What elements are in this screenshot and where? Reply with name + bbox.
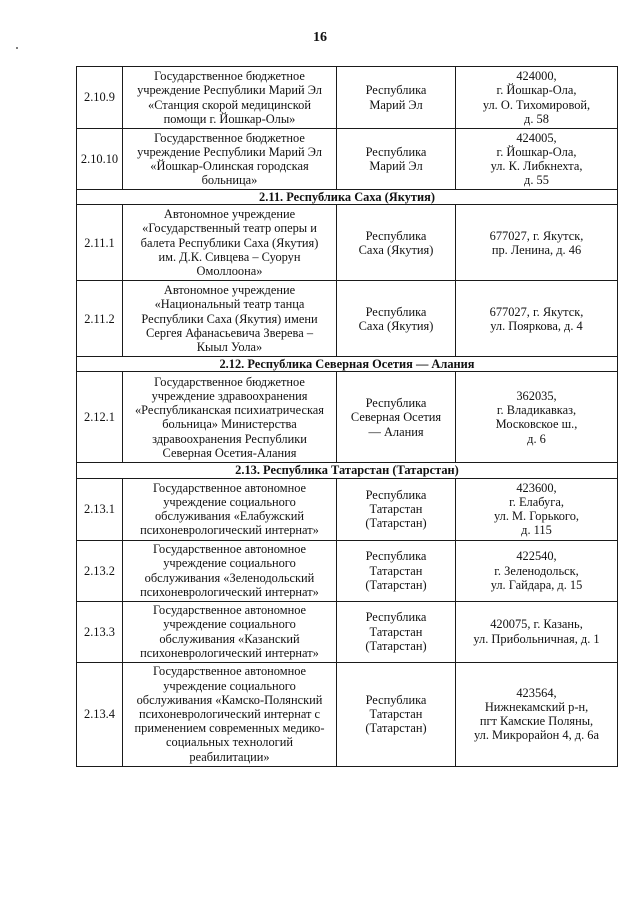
table-row <box>77 281 618 357</box>
text-line: Государственное бюджетное <box>154 374 305 389</box>
text-line: учреждение Республики Марий Эл <box>137 144 322 159</box>
text-line: социальных технологий <box>166 735 293 750</box>
text-line: учреждение социального <box>163 678 296 693</box>
text-line: учреждение здравоохранения <box>151 389 308 403</box>
section-header-row <box>77 190 618 205</box>
text-line: Республика <box>365 487 427 502</box>
text-line: Татарстан <box>369 563 423 578</box>
text-line: Республика <box>365 549 427 564</box>
text-line: обслуживания «Казанский <box>159 631 300 646</box>
section-header-row <box>77 463 618 478</box>
text-line: ул. М. Горького, <box>493 509 579 524</box>
section-title: 2.13. Республика Татарстан (Татарстан) <box>77 463 618 478</box>
text-line: «Станция скорой медицинской <box>148 97 311 112</box>
text-line: Саха (Якутия) <box>358 318 434 333</box>
region-name <box>337 540 456 601</box>
entry-number: 2.10.10 <box>77 129 123 190</box>
table-body <box>77 67 618 767</box>
text-line: обслуживания «Елабужский <box>154 509 305 524</box>
text-line: помощи г. Йошкар-Олы» <box>163 111 296 126</box>
text-line: Республика <box>365 396 427 411</box>
text-line: «Йошкар-Олинская городская <box>150 159 309 173</box>
text-line: больница» <box>201 173 258 188</box>
text-line: здравоохранения Республики <box>152 431 307 446</box>
entry-number: 2.13.2 <box>77 540 123 601</box>
table-row <box>77 67 618 129</box>
text-line: 422540, <box>516 549 557 564</box>
section-title: 2.12. Республика Северная Осетия — Алания <box>77 357 618 372</box>
text-line: Республика <box>365 144 427 159</box>
text-line: реабилитации» <box>189 749 270 764</box>
region-name <box>337 601 456 662</box>
text-line: психоневрологический интернат» <box>140 645 319 660</box>
table-row <box>77 478 618 540</box>
region-name <box>337 205 456 281</box>
entry-number: 2.11.1 <box>77 205 123 281</box>
text-line: г. Зеленодольск, <box>494 563 579 578</box>
table-row <box>77 129 618 190</box>
postal-address <box>456 601 618 662</box>
table-row <box>77 205 618 281</box>
entry-number: 2.13.3 <box>77 601 123 662</box>
text-line: (Татарстан) <box>365 638 427 653</box>
institution-name <box>123 478 337 540</box>
region-name <box>337 129 456 190</box>
table-row <box>77 662 618 766</box>
section-header-row <box>77 357 618 372</box>
text-line: психоневрологический интернат» <box>140 523 319 538</box>
entry-number: 2.11.2 <box>77 281 123 357</box>
entry-number: 2.12.1 <box>77 372 123 463</box>
text-line: д. 6 <box>527 431 546 446</box>
text-line: ул. Прибольничная, д. 1 <box>473 631 600 646</box>
entry-number: 2.10.9 <box>77 67 123 129</box>
text-line: Саха (Якутия) <box>358 242 434 257</box>
postal-address <box>456 662 618 766</box>
text-line: Марий Эл <box>369 97 423 112</box>
text-line: Татарстан <box>369 502 423 516</box>
entry-number: 2.13.4 <box>77 662 123 766</box>
postal-address <box>456 540 618 601</box>
text-line: 677027, г. Якутск, <box>489 228 584 243</box>
text-line: д. 58 <box>524 111 549 126</box>
section-title: 2.11. Республика Саха (Якутия) <box>77 190 618 205</box>
text-line: д. 55 <box>524 173 549 188</box>
text-line: (Татарстан) <box>365 516 427 531</box>
text-line: 677027, г. Якутск, <box>489 304 584 319</box>
text-line: ул. О. Тихомировой, <box>482 97 591 112</box>
postal-address <box>456 478 618 540</box>
text-line: Республика <box>365 610 427 625</box>
text-line: «Республиканская психиатрическая <box>134 403 325 418</box>
text-line: Республика <box>365 228 427 243</box>
text-line: Государственное автономное <box>152 480 307 495</box>
text-line: Омоллоона» <box>196 264 263 278</box>
table-row <box>77 601 618 662</box>
text-line: психоневрологический интернат с <box>138 707 321 721</box>
text-line: 420075, г. Казань, <box>490 617 583 632</box>
text-line: г. Владикавказ, <box>496 403 577 418</box>
text-line: Государственное бюджетное <box>154 130 305 145</box>
text-line: Государственное автономное <box>152 603 307 618</box>
institution-name <box>123 601 337 662</box>
postal-address <box>456 205 618 281</box>
text-line: Северная Осетия <box>350 410 442 425</box>
institution-name <box>123 372 337 463</box>
text-line: учреждение социального <box>163 556 296 571</box>
text-line: д. 115 <box>521 523 552 538</box>
text-line: Татарстан <box>369 707 423 721</box>
text-line: балета Республики Саха (Якутия) <box>140 235 319 250</box>
text-line: г. Йошкар-Ола, <box>496 83 577 98</box>
region-name <box>337 662 456 766</box>
text-line: Татарстан <box>369 624 423 639</box>
region-name <box>337 372 456 463</box>
entry-number: 2.13.1 <box>77 478 123 540</box>
text-line: Кыыл Уола» <box>196 340 263 354</box>
postal-address <box>456 281 618 357</box>
text-line: «Государственный театр оперы и <box>142 221 317 236</box>
text-line: ул. Гайдара, д. 15 <box>490 577 583 592</box>
text-line: учреждение социального <box>163 494 296 509</box>
text-line: (Татарстан) <box>365 721 427 736</box>
institution-name <box>123 67 337 129</box>
scan-speck <box>16 47 18 49</box>
text-line: обслуживания «Зеленодольский <box>144 570 315 585</box>
postal-address <box>456 372 618 463</box>
text-line: Сергея Афанасьевича Зверева – <box>145 325 314 340</box>
text-line: 423600, <box>516 480 557 495</box>
text-line: больница» Министерства <box>162 417 297 432</box>
text-line: пгт Камские Поляны, <box>479 714 594 729</box>
institution-name <box>123 662 337 766</box>
text-line: Республика <box>365 304 427 319</box>
region-name <box>337 281 456 357</box>
text-line: Северная Осетия-Алания <box>162 445 297 460</box>
text-line: г. Йошкар-Ола, <box>496 144 577 159</box>
text-line: Государственное автономное <box>152 664 307 679</box>
text-line: им. Д.К. Сивцева – Суорун <box>158 249 301 264</box>
text-line: ул. Пояркова, д. 4 <box>490 318 583 333</box>
table-row <box>77 540 618 601</box>
region-name <box>337 478 456 540</box>
text-line: Автономное учреждение <box>163 207 296 222</box>
institutions-table <box>76 66 618 767</box>
text-line: Республики Саха (Якутия) имени <box>141 311 318 326</box>
postal-address <box>456 67 618 129</box>
text-line: Республика <box>365 692 427 707</box>
institution-name <box>123 540 337 601</box>
text-line: применением современных медико- <box>134 721 325 736</box>
text-line: 423564, <box>516 685 557 700</box>
text-line: ул. Микрорайон 4, д. 6а <box>474 728 599 743</box>
institution-name <box>123 205 337 281</box>
text-line: учреждение социального <box>163 617 296 632</box>
text-line: Государственное автономное <box>152 542 307 557</box>
text-line: (Татарстан) <box>365 577 427 592</box>
text-line: 362035, <box>516 389 557 403</box>
text-line: Марий Эл <box>369 159 423 173</box>
text-line: — Алания <box>368 424 424 439</box>
region-name <box>337 67 456 129</box>
text-line: Московское ш., <box>495 417 578 432</box>
postal-address <box>456 129 618 190</box>
text-line: учреждение Республики Марий Эл <box>137 83 322 98</box>
text-line: обслуживания «Камско-Полянский <box>136 692 323 707</box>
table-row <box>77 372 618 463</box>
text-line: ул. К. Либкнехта, <box>490 159 583 173</box>
institution-name <box>123 281 337 357</box>
text-line: Государственное бюджетное <box>154 69 305 84</box>
text-line: Республика <box>365 83 427 98</box>
text-line: 424000, <box>516 69 557 84</box>
text-line: Нижнекамский р-н, <box>484 699 589 714</box>
text-line: 424005, <box>516 130 557 145</box>
text-line: Автономное учреждение <box>163 283 296 298</box>
text-line: пр. Ленина, д. 46 <box>491 242 582 257</box>
text-line: «Национальный театр танца <box>154 297 305 312</box>
text-line: г. Елабуга, <box>509 494 564 509</box>
text-line: психоневрологический интернат» <box>140 584 319 599</box>
institution-name <box>123 129 337 190</box>
page-number: 16 <box>313 30 327 45</box>
